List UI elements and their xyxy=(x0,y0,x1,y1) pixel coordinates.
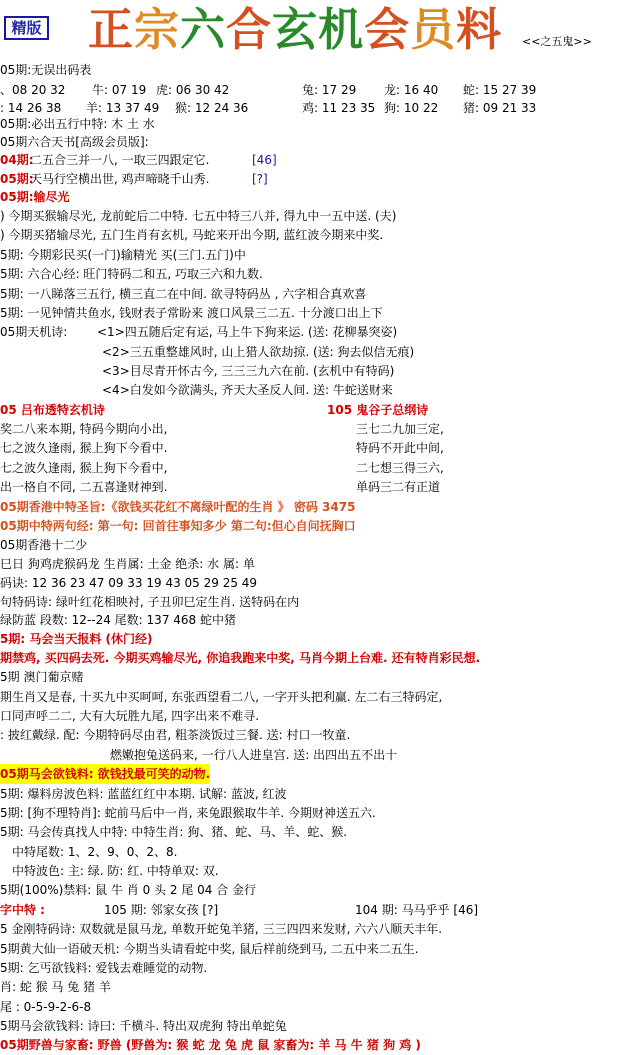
content-line xyxy=(0,80,621,100)
title-char: 合 xyxy=(226,3,273,56)
content-line xyxy=(0,225,621,245)
line-text: 05期六合天书[高级会员版]: xyxy=(0,135,149,149)
content-line xyxy=(0,419,621,439)
title-char: 员 xyxy=(410,3,457,56)
content-line xyxy=(0,264,621,284)
line-text: 蛇: 15 27 39 xyxy=(463,83,537,97)
line-text: 猪: 09 21 33 xyxy=(463,101,537,115)
content-line xyxy=(0,764,621,784)
title-char: 六 xyxy=(180,3,227,56)
line-text: 中特波色: 主: 绿. 防: 红. 中特单双: 双. xyxy=(12,864,219,878)
line-text: 羊: 13 37 49 xyxy=(86,101,160,115)
content-line xyxy=(0,667,621,687)
content-line xyxy=(0,497,621,517)
header xyxy=(0,0,621,58)
line-text: 05期:必出五行中特: 木 土 水 xyxy=(0,117,155,131)
line-text: 5期: 马会传真找人中特: 中特生肖: 狗、猪、蛇、马、羊、蛇、猴. xyxy=(0,825,348,839)
content-line xyxy=(0,322,621,342)
line-text: 105 期: 邻家女孩 [?] xyxy=(104,903,219,917)
line-text: 5期(100%)禁料: 鼠 牛 肖 0 头 2 尾 04 合 金行 xyxy=(0,883,257,897)
content-line xyxy=(0,648,621,668)
line-text: 05期野兽与家畜: 野兽 (野兽为: 猴 蛇 龙 兔 虎 鼠 家畜为: 羊 马 牛 猪 狗 鸡 ) xyxy=(0,1038,421,1052)
content-line xyxy=(0,861,621,881)
content-line xyxy=(0,303,621,323)
content-line xyxy=(0,245,621,265)
line-text: 句特码诗: 绿叶红花相映衬, 子丑卯巳定生肖. 送特码在内 xyxy=(0,595,300,609)
line-text: 5期黄大仙一语破天机: 今期当头请看蛇中奖, 鼠后样前绕到马, 二五中来二五生. xyxy=(0,942,419,956)
content-line xyxy=(0,629,621,649)
content-line xyxy=(0,784,621,804)
line-text: 5期: 一见钟情共鱼水, 钱财表子常盼来 渡口风景三二五. 十分渡口出上下 xyxy=(0,306,383,320)
line-text: 单码三二有正道 xyxy=(356,480,441,494)
line-text: : 14 26 38 xyxy=(0,101,62,115)
content-line xyxy=(0,573,621,593)
line-text: 5期: 六合心经: 旺门特码二和五, 巧取三六和九数. xyxy=(0,267,263,281)
line-text: 虎: 06 30 42 xyxy=(156,83,230,97)
content-line xyxy=(0,438,621,458)
line-text: 5 金刚特码诗: 双数就是鼠马龙, 单数开蛇兔羊猪, 三三四四来发财, 六六八顺天丰年. xyxy=(0,922,443,936)
content-line xyxy=(0,535,621,555)
content-line xyxy=(0,939,621,959)
line-text: 燃嫩抱兔送码来, 一行八人进皇宫. 送: 出四出五不出十 xyxy=(110,748,398,762)
line-text: 狗: 10 22 xyxy=(384,101,439,115)
line-text: 七之波久逢雨, 猴上狗下今看中, xyxy=(0,461,168,475)
content-line xyxy=(0,610,621,630)
line-text: <2>三五重整雄风时, 山上猎人欲劫掠. (送: 狗去似信无痕) xyxy=(102,345,415,359)
line-text: 巳日 狗鸡虎猴码龙 生肖属: 土金 绝杀: 水 属: 单 xyxy=(0,557,255,571)
content-line xyxy=(0,380,621,400)
line-text: 二五合三并一八, 一取三四跟定它. xyxy=(30,153,210,167)
line-text: 05期: xyxy=(0,172,34,186)
line-text: 兔: 17 29 xyxy=(302,83,357,97)
content-line xyxy=(0,745,621,765)
content-line xyxy=(0,706,621,726)
content-line xyxy=(0,687,621,707)
edition-badge: 精版 xyxy=(4,16,49,40)
line-text: 05期:无误出码表 xyxy=(0,63,92,77)
content-line xyxy=(0,958,621,978)
content-line xyxy=(0,150,621,170)
content-line xyxy=(0,342,621,362)
line-text: 5期: 乞丐欲钱料: 爱钱去难睡觉的动物. xyxy=(0,961,208,975)
line-text: <1>四五随后定有运, 马上牛下狗来运. (送: 花柳暴突姿) xyxy=(97,325,398,339)
line-text: 二七想三得三六, xyxy=(356,461,444,475)
line-text: 码诀: 12 36 23 47 09 33 19 43 05 29 25 49 xyxy=(0,576,258,590)
line-text: 105 鬼谷子总纲诗 xyxy=(327,403,429,417)
line-text: 天马行空横出世, 鸡声啼晓千山秀. xyxy=(30,172,210,186)
line-text: 05期香港十二少 xyxy=(0,538,88,552)
line-text: 期生肖又是春, 十买九中买呵呵, 东张西望看二八, 一字开头把利赢. 左二右三特码定, xyxy=(0,690,443,704)
page-title xyxy=(88,4,502,56)
content-line xyxy=(0,169,621,189)
content-line xyxy=(0,977,621,997)
line-text: 05期:输尽光 xyxy=(0,190,70,204)
content-line xyxy=(0,880,621,900)
content-line xyxy=(0,919,621,939)
line-text: [?] xyxy=(252,172,268,186)
line-text: 龙: 16 40 xyxy=(384,83,439,97)
line-text: 、08 20 32 xyxy=(0,83,66,97)
content-line xyxy=(0,997,621,1017)
line-text: 中特尾数: 1、2、9、0、2、8. xyxy=(12,845,178,859)
line-text: 七之波久逢雨, 猴上狗下今看中. xyxy=(0,441,168,455)
line-text: 肖: 蛇 猴 马 兔 猪 羊 xyxy=(0,980,111,994)
title-char: 料 xyxy=(456,3,503,56)
content-line xyxy=(0,361,621,381)
title-char: 机 xyxy=(318,3,365,56)
content-line xyxy=(0,1016,621,1036)
line-text: 出一格自不同, 二五喜逢财神到. xyxy=(0,480,168,494)
line-text: 5期: 马会当天报料 (休门经) xyxy=(0,632,153,646)
line-text: 口同声呼二二, 大有大玩胜九尾, 四字出来不难寻. xyxy=(0,709,260,723)
line-text: [46] xyxy=(252,153,277,167)
content-line xyxy=(0,803,621,823)
line-text: 05期香港中特圣旨:《欲钱买花红不离绿叶配的生肖 》 密码 3475 xyxy=(0,500,356,514)
line-text: 5期: 爆料房波色料: 蓝蓝红红中本期. 试解: 蓝波, 红波 xyxy=(0,787,287,801)
line-text: 鸡: 11 23 35 xyxy=(302,101,376,115)
line-text: 05期马会欲钱料: 欲钱找最可笑的动物. xyxy=(0,764,210,784)
line-text: 05期天机诗: xyxy=(0,325,68,339)
content-line xyxy=(0,822,621,842)
content-line xyxy=(0,114,621,134)
content-line xyxy=(0,284,621,304)
content-line xyxy=(0,725,621,745)
line-text: <4>白发如今欲满头, 齐天大圣反人间. 送: 牛蛇送财来 xyxy=(102,383,393,397)
line-text: 5期: [狗不理特肖]: 蛇前马后中一肖, 来兔跟猴取牛羊. 今期财神送五六. xyxy=(0,806,376,820)
content-line xyxy=(0,554,621,574)
content-line xyxy=(0,592,621,612)
content-line xyxy=(0,400,621,420)
line-text: 5期: 一八睇落三五行, 横三直二在中间. 欲寻特码丛 , 六字相合真欢喜 xyxy=(0,287,367,301)
line-text: 尾 : 0-5-9-2-6-8 xyxy=(0,1000,92,1014)
content-line xyxy=(0,458,621,478)
line-text: <3>目尽青开怀古今, 三三三九六在前. (玄机中有特码) xyxy=(102,364,395,378)
line-text: 04期: xyxy=(0,153,34,167)
content-line xyxy=(0,900,621,920)
line-text: 奖二八来本期, 特码今期向小出, xyxy=(0,422,168,436)
title-char: 会 xyxy=(364,3,411,56)
line-text: 特码不开此中间, xyxy=(356,441,444,455)
line-text: 牛: 07 19 xyxy=(92,83,147,97)
content-line xyxy=(0,187,621,207)
content-line xyxy=(0,842,621,862)
line-text: ) 今期买猴输尽光, 龙前蛇后二中特. 七五中特三八并, 得九中一五中送. (夫) xyxy=(0,209,397,223)
line-text: 5期 澳门葡京赌 xyxy=(0,670,84,684)
title-char: 宗 xyxy=(134,3,181,56)
line-text: 期禁鸡, 买四码去死. 今期买鸡输尽光, 你追我跑来中奖, 马肖今期上台难. 还有特肖彩民想. xyxy=(0,651,481,665)
content-line xyxy=(0,206,621,226)
line-text: 5期马会欲钱料: 诗曰: 千横斗. 特出双虎狗 特出单蛇兔 xyxy=(0,1019,287,1033)
line-text: 猴: 12 24 36 xyxy=(175,101,249,115)
title-char: 正 xyxy=(88,3,135,56)
line-text: : 披红戴绿. 配: 今期特码尽由君, 粗茶淡饭过三餐. 送: 村口一牧童. xyxy=(0,728,351,742)
content-line xyxy=(0,477,621,497)
line-text: 05 吕布透特玄机诗 xyxy=(0,403,105,417)
content-line xyxy=(0,516,621,536)
content-line xyxy=(0,1035,621,1055)
line-text: 05期中特两句经: 第一句: 回首往事知多少 第二句:但心自问抚胸口 xyxy=(0,519,356,533)
content-line xyxy=(0,132,621,152)
line-text: 绿防蓝 段数: 12--24 尾数: 137 468 蛇中猪 xyxy=(0,613,236,627)
line-text: 三七二九加三定, xyxy=(356,422,444,436)
page-subtitle: <<之五鬼>> xyxy=(522,35,592,48)
line-text: ) 今期买猪输尽光, 五门生肖有玄机, 马蛇来开出今期, 蓝红波今期来中奖. xyxy=(0,228,384,242)
line-text: 字中特 : xyxy=(0,903,45,917)
line-text: 5期: 今期彩民买(一门)输精光 买(三门.五门)中 xyxy=(0,248,246,262)
content-line xyxy=(0,60,621,80)
line-text: 104 期: 马马乎乎 [46] xyxy=(355,903,479,917)
title-char: 玄 xyxy=(272,3,319,56)
